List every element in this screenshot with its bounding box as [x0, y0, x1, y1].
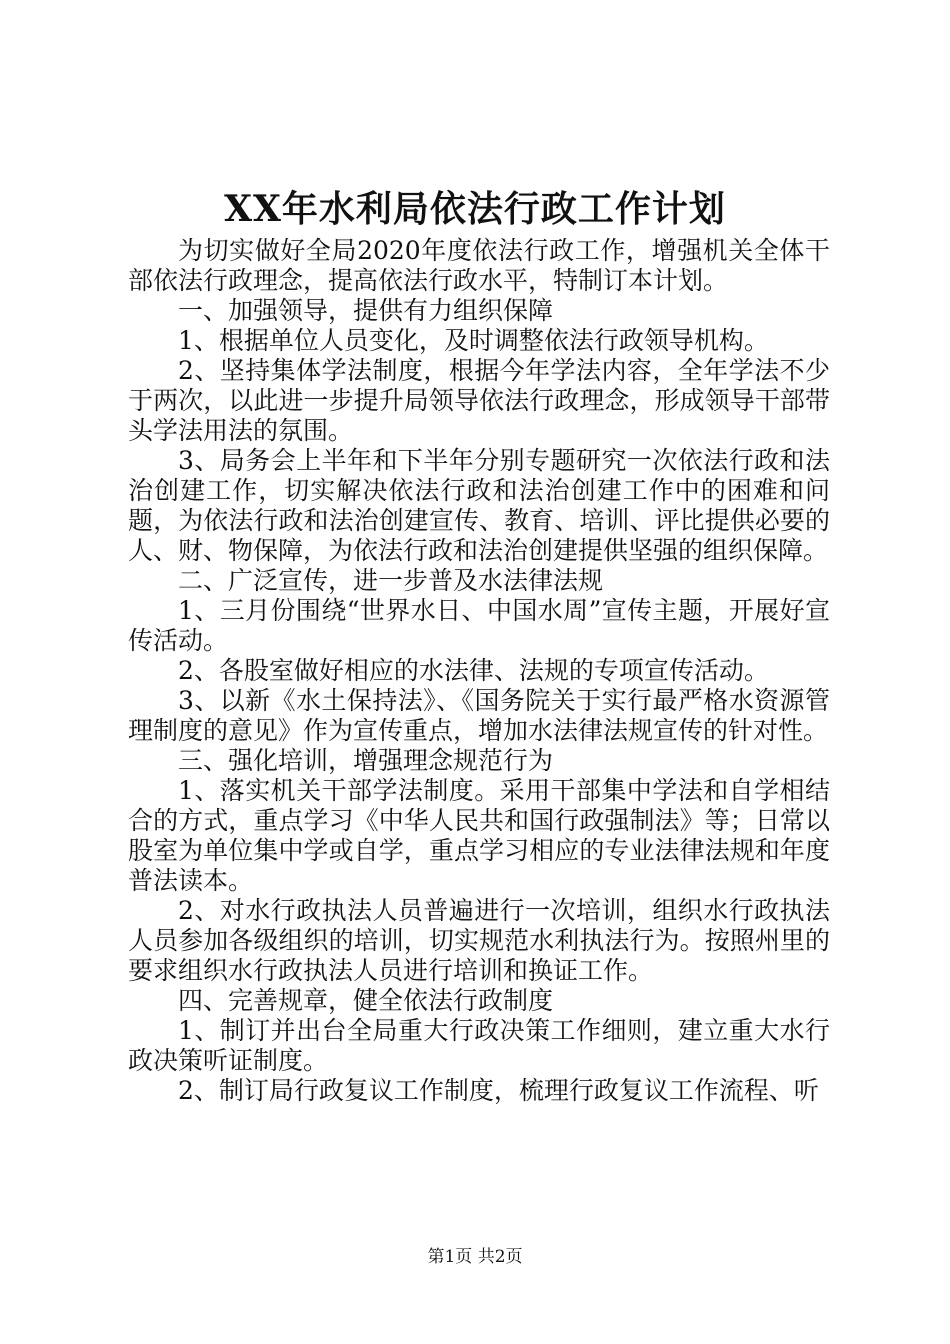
paragraph: 1、三月份围绕“世界水日、中国水周”宣传主题，开展好宣传活动。: [128, 596, 830, 655]
paragraph: 3、局务会上半年和下半年分别专题研究一次依法行政和法治创建工作，切实解决依法行政和法治创建工作中的困难和问题，为依法行政和法治创建宣传、教育、培训、评比提供必要的人、财、物保障，为依法行政和法治创建提供坚强的组织保障。: [128, 446, 830, 565]
paragraph: 3、以新《水土保持法》、《国务院关于实行最严格水资源管理制度的意见》作为宣传重点，增加水法律法规宣传的针对性。: [128, 686, 830, 745]
page-number: 第1页 共2页: [427, 1247, 523, 1267]
paragraph: 1、制订并出台全局重大行政决策工作细则，建立重大水行政决策听证制度。: [128, 1016, 830, 1075]
section-heading-2: 二、广泛宣传，进一步普及水法律法规: [178, 566, 604, 595]
paragraph: 2、各股室做好相应的水法律、法规的专项宣传活动。: [178, 656, 769, 685]
section-heading-1: 一、加强领导，提供有力组织保障: [178, 296, 554, 325]
section-heading-3: 三、强化培训，增强理念规范行为: [178, 746, 554, 775]
paragraph: 2、坚持集体学法制度，根据今年学法内容，全年学法不少于两次，以此进一步提升局领导依法行政理念，形成领导干部带头学法用法的氛围。: [128, 356, 830, 445]
document-body: [128, 236, 830, 1106]
section-heading-4: 四、完善规章，健全依法行政制度: [178, 986, 554, 1015]
paragraph-intro: 为切实做好全局2020年度依法行政工作，增强机关全体干部依法行政理念，提高依法行政水平，特制订本计划。: [128, 236, 830, 295]
paragraph: 1、落实机关干部学法制度。采用干部集中学法和自学相结合的方式，重点学习《中华人民共和国行政强制法》等；日常以股室为单位集中学或自学，重点学习相应的专业法律法规和年度普法读本。: [128, 776, 830, 895]
paragraph: 2、制订局行政复议工作制度，梳理行政复议工作流程、听: [178, 1076, 819, 1105]
document-title: XX年水利局依法行政工作计划: [224, 188, 726, 230]
paragraph: 2、对水行政执法人员普遍进行一次培训，组织水行政执法人员参加各级组织的培训，切实规范水利执法行为。按照州里的要求组织水行政执法人员进行培训和换证工作。: [128, 896, 830, 985]
paragraph: 1、根据单位人员变化，及时调整依法行政领导机构。: [178, 326, 769, 355]
